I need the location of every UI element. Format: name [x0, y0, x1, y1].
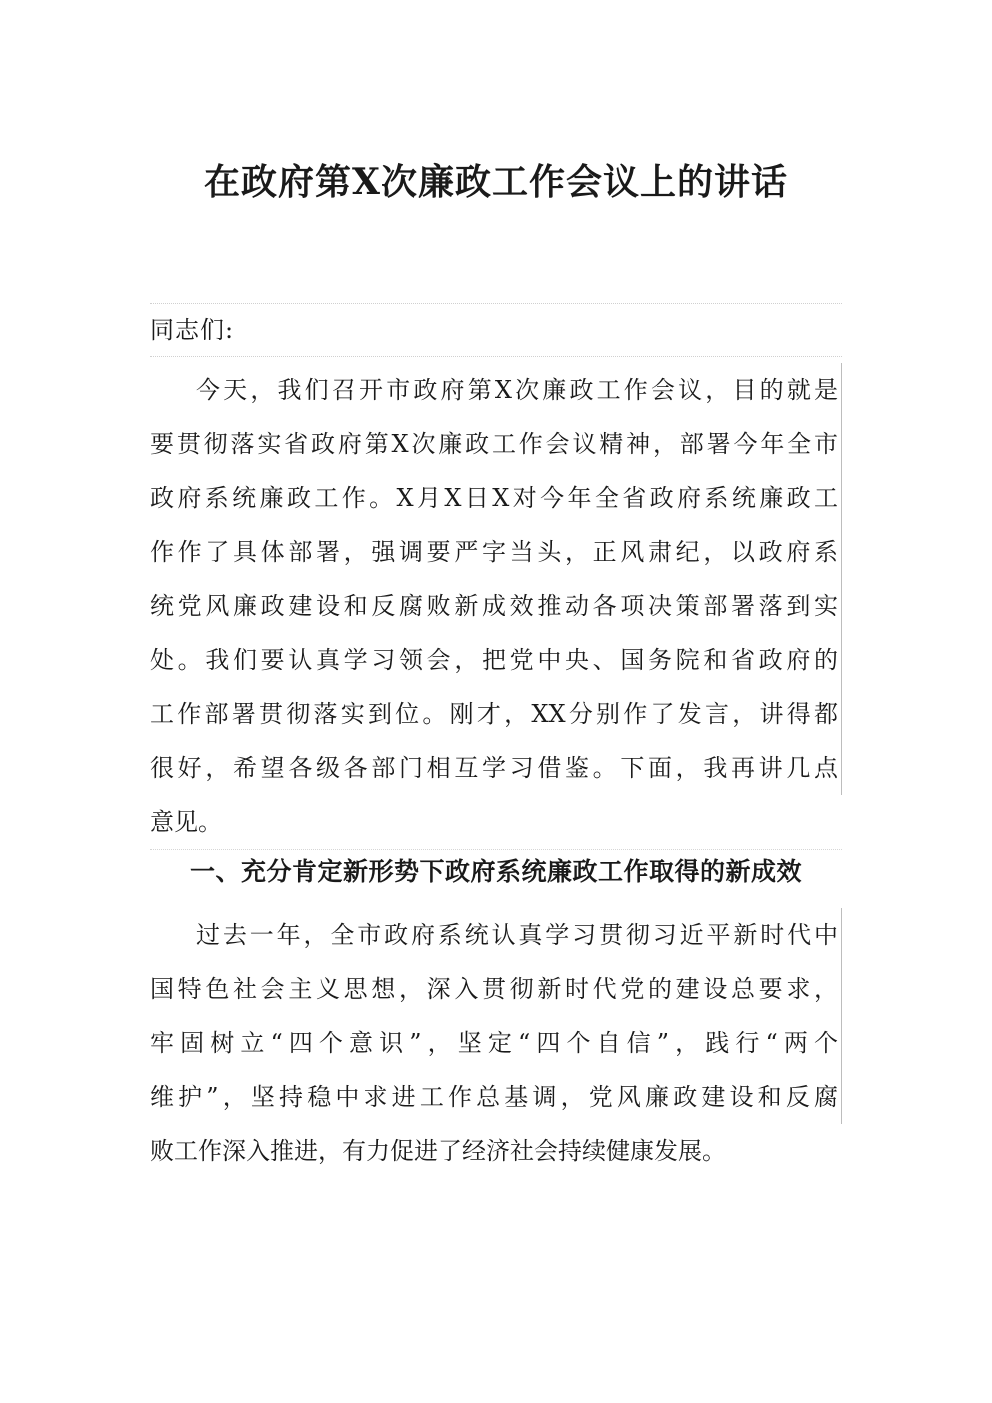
- paragraph-line: 工作部署贯彻落实到位。刚才，XX分别作了发言，讲得都: [150, 687, 842, 741]
- paragraph-line: 很好，希望各级各部门相互学习借鉴。下面，我再讲几点: [150, 741, 842, 795]
- paragraph-line: 牢固树立“四个意识”，坚定“四个自信”，践行“两个: [150, 1016, 842, 1070]
- paragraph-line: 维护”，坚持稳中求进工作总基调，党风廉政建设和反腐: [150, 1070, 842, 1124]
- paragraph-section-one: [150, 908, 842, 1178]
- paragraph-intro: [150, 363, 842, 850]
- paragraph-line: 今天，我们召开市政府第X次廉政工作会议，目的就是: [150, 363, 842, 417]
- paragraph-line: 败工作深入推进，有力促进了经济社会持续健康发展。: [150, 1137, 726, 1165]
- paragraph-line: 政府系统廉政工作。X月X日X对今年全省政府系统廉政工: [150, 471, 842, 525]
- paragraph-line: 处。我们要认真学习领会，把党中央、国务院和省政府的: [150, 633, 842, 687]
- paragraph-line: 过去一年，全市政府系统认真学习贯彻习近平新时代中: [150, 908, 842, 962]
- paragraph-line: 国特色社会主义思想，深入贯彻新时代党的建设总要求，: [150, 962, 842, 1016]
- paragraph-line: 意见。: [150, 808, 222, 836]
- salutation: 同志们:: [150, 303, 842, 357]
- paragraph-line: 作作了具体部署，强调要严字当头，正风肃纪，以政府系: [150, 525, 842, 579]
- document-title: 在政府第X次廉政工作会议上的讲话: [204, 161, 788, 203]
- paragraph-line: 统党风廉政建设和反腐败新成效推动各项决策部署落到实: [150, 579, 842, 633]
- section-heading: 一、充分肯定新形势下政府系统廉政工作取得的新成效: [190, 857, 803, 886]
- paragraph-line: 要贯彻落实省政府第X次廉政工作会议精神，部署今年全市: [150, 417, 842, 471]
